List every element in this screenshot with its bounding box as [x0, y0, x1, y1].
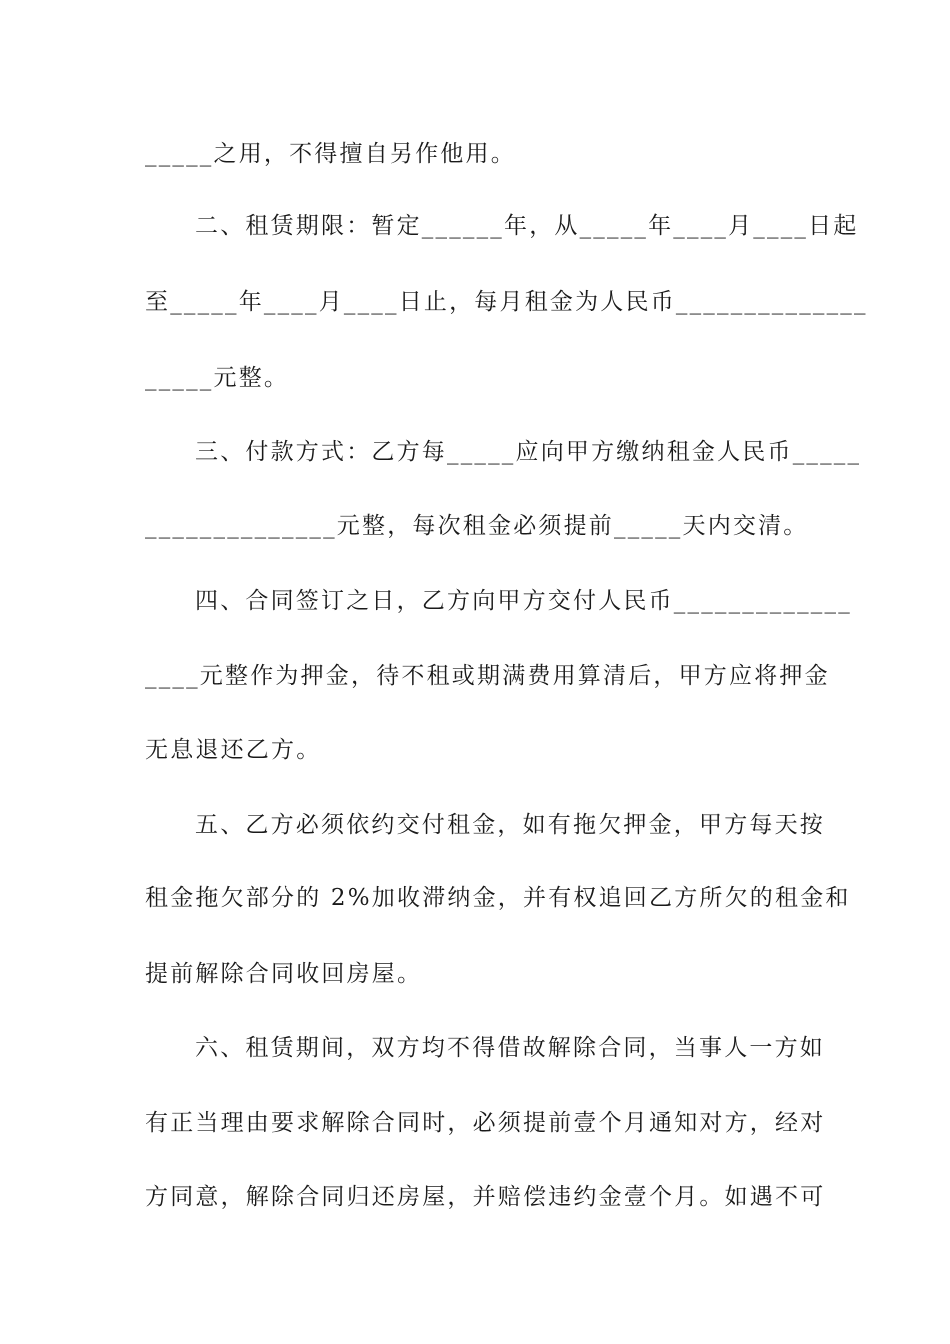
clause-3-line-1: 三、付款方式：乙方每_____应向甲方缴纳租金人民币_____ [195, 439, 862, 465]
clause-6-line-2: 有正当理由要求解除合同时，必须提前壹个月通知对方，经对 [145, 1110, 826, 1136]
clause-4-line-1: 四、合同签订之日，乙方向甲方交付人民币_____________ [195, 588, 852, 614]
clause-5-line-1: 五、乙方必须依约交付租金，如有拖欠押金，甲方每天按 [195, 812, 825, 838]
clause-4-line-2: ____元整作为押金，待不租或期满费用算清后，甲方应将押金 [145, 663, 830, 689]
clause-3-line-2: ______________元整，每次租金必须提前_____天内交清。 [145, 513, 809, 539]
clause-4-line-3: 无息退还乙方。 [145, 737, 322, 763]
clause-5-line-3: 提前解除合同收回房屋。 [145, 961, 423, 987]
clause-6-line-3: 方同意，解除合同归还房屋，并赔偿违约金壹个月。如遇不可 [145, 1184, 826, 1210]
clause-1-tail-line: _____之用，不得擅自另作他用。 [145, 141, 516, 167]
clause-2-line-2: 至_____年____月____日止，每月租金为人民币______________ [145, 289, 868, 315]
clause-5-line-2: 租金拖欠部分的 2%加收滞纳金，并有权追回乙方所欠的租金和 [145, 885, 851, 911]
clause-2-line-3: _____元整。 [145, 365, 290, 391]
clause-2-line-1: 二、租赁期限：暂定______年，从_____年____月____日起 [195, 213, 859, 239]
clause-6-line-1: 六、租赁期间，双方均不得借故解除合同，当事人一方如 [195, 1035, 825, 1061]
